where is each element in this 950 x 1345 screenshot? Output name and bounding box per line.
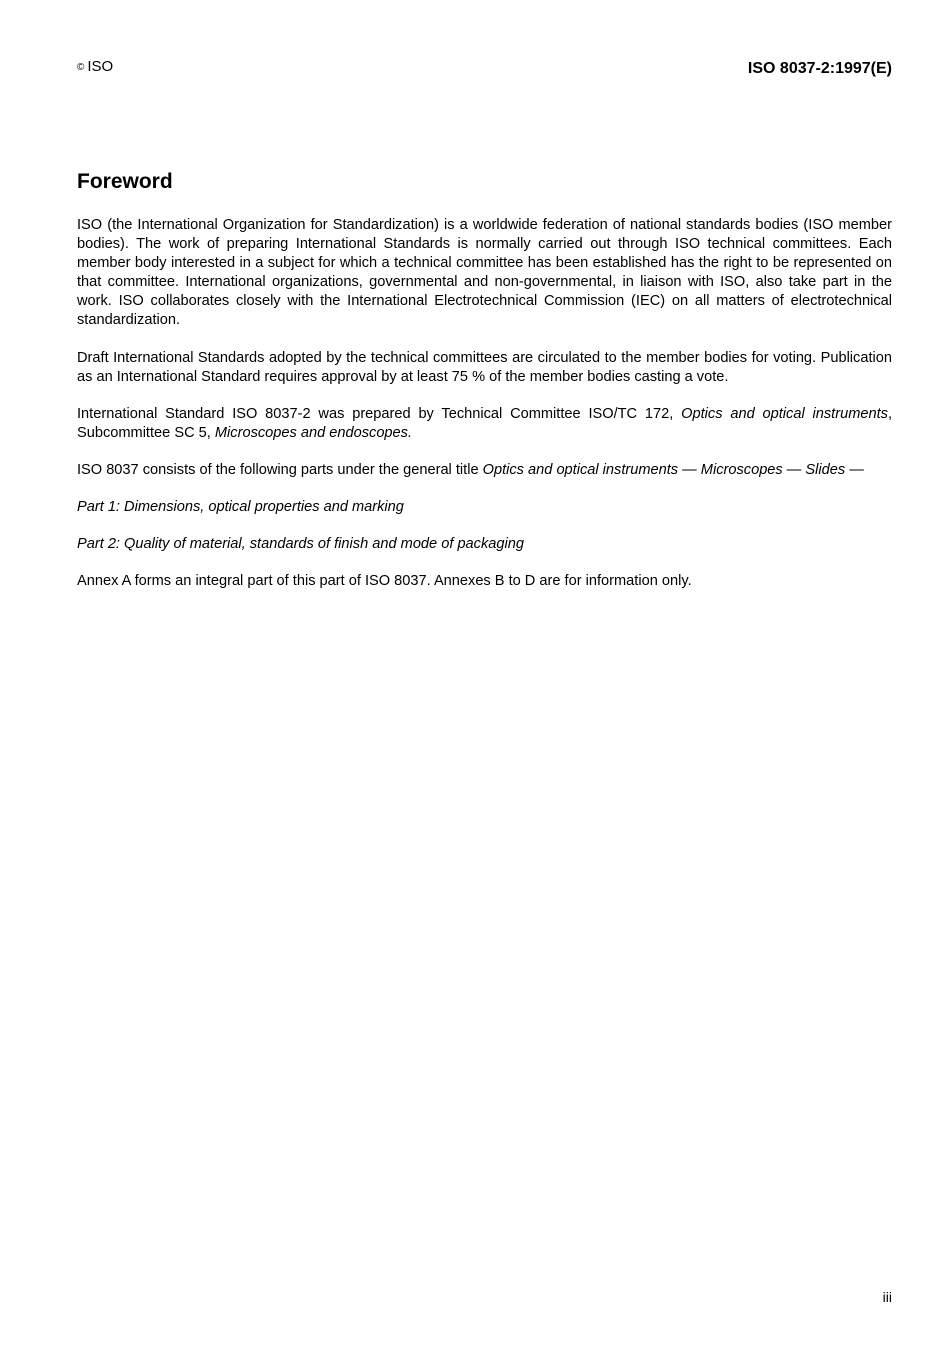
prepared-by-text: International Standard ISO 8037-2 was prepared by Technical Committee ISO/TC 172, — [77, 405, 682, 422]
part-list-item — [77, 498, 892, 517]
committee-title: Optics and optical instruments — [681, 405, 888, 422]
subcommittee-title: Microscopes and endoscopes. — [214, 424, 413, 441]
paragraph-parts-intro — [77, 461, 892, 480]
part-list-item — [77, 535, 892, 554]
header-org: ISO — [87, 58, 114, 75]
header-copyright — [77, 58, 113, 77]
general-title: Optics and optical instruments — Microscopes — Slides — — [482, 461, 864, 478]
foreword-body — [77, 216, 892, 609]
page-title: Foreword — [77, 170, 173, 193]
paragraph-prepared-by — [77, 405, 892, 443]
paragraph-annexes: Annex A forms an integral part of this part of ISO 8037. Annexes B to D are for information only. — [77, 573, 692, 590]
document-id: ISO 8037-2:1997(E) — [747, 60, 892, 77]
copyright-symbol: © — [77, 62, 85, 73]
subcommittee-text: , Subcommittee SC 5, — [77, 405, 893, 441]
page-number: iii — [882, 1289, 892, 1305]
parts-intro-text: ISO 8037 consists of the following parts under the general title — [77, 461, 483, 478]
part-1-title: Part 1: Dimensions, optical properties and marking — [77, 499, 404, 516]
paragraph-draft-standards: Draft International Standards adopted by the technical committees are circulated to the member bodies for voting. Publication as an International Standard requires approval by at least 75 % of the member bodies casting a vote. — [77, 349, 892, 385]
part-2-title: Part 2: Quality of material, standards of finish and mode of packaging — [77, 536, 524, 553]
paragraph-iso-intro: ISO (the International Organization for Standardization) is a worldwide federation of national standards bodies (ISO member bodies). The work of preparing International Standards is normally carried out through ISO technical committees. Each member body interested in a subject for which a technical committee has been established has the right to be represented on that committee. International organizations, governmental and non-governmental, in liaison with ISO, also take part in the work. ISO collaborates closely with the International Electrotechnical Commission (IEC) on all matters of electrotechnical standardization. — [77, 217, 892, 329]
